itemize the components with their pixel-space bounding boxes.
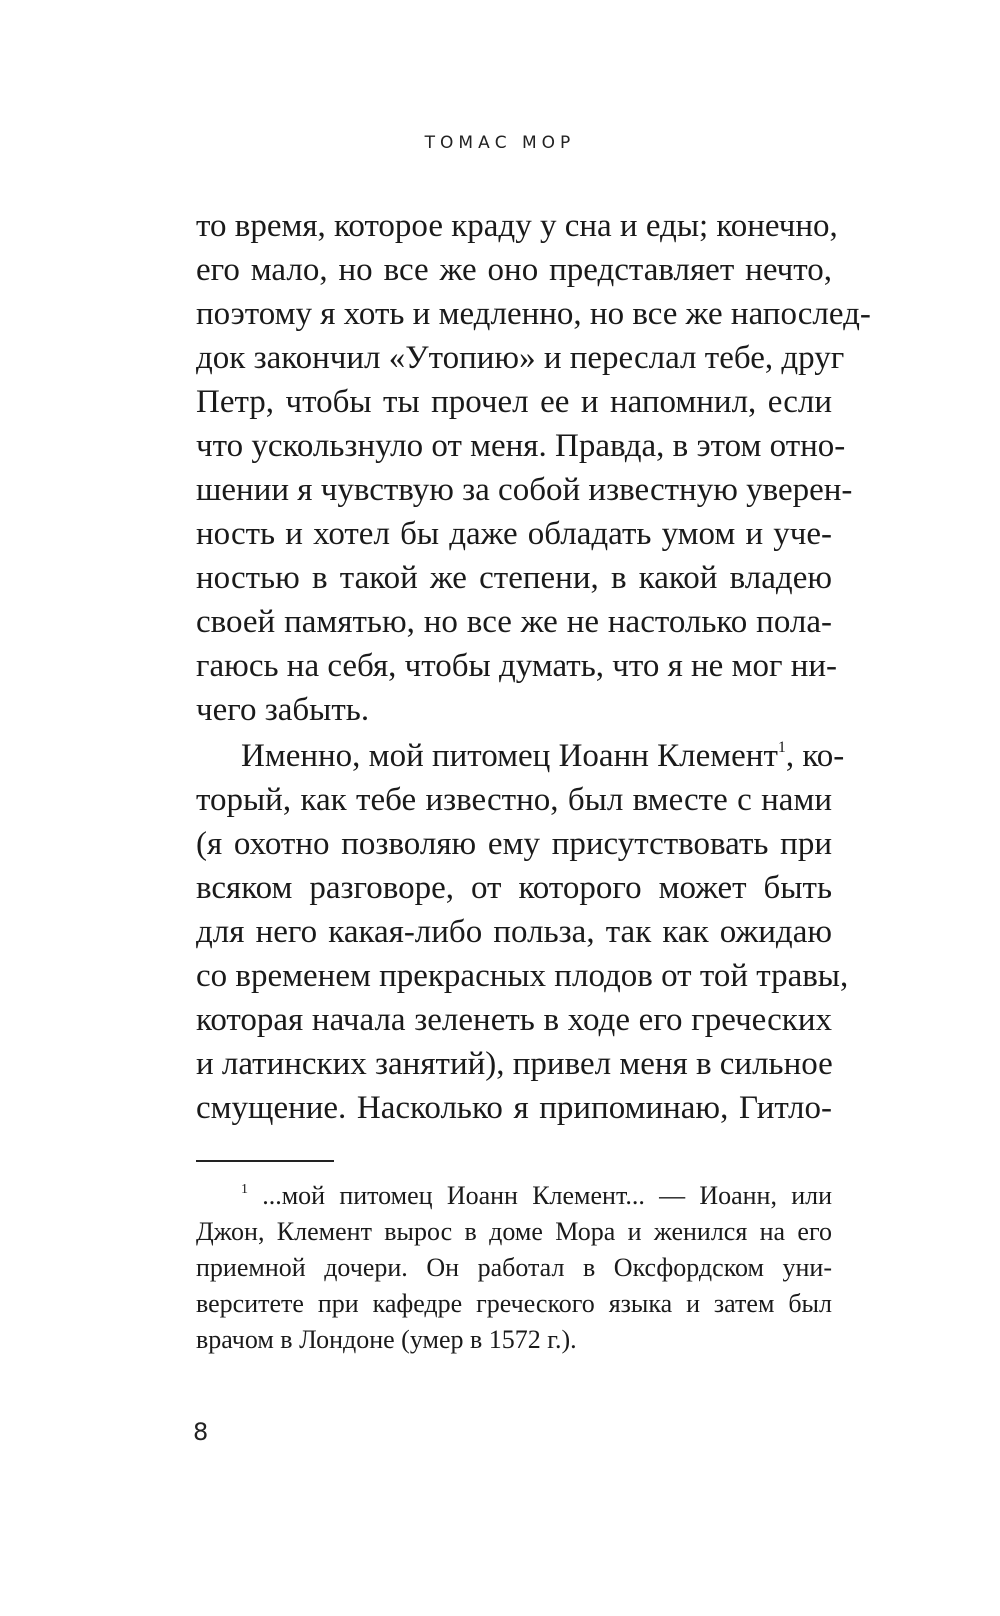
footnote-line: врачом в Лондоне (умер в 1572 г.).: [196, 1325, 577, 1354]
paragraph-text: , ко-: [785, 738, 845, 774]
paragraph-line: и латинских занятий), привел меня в сильное: [196, 1046, 833, 1082]
paragraph-line: своей памятью, но все же не настолько пола-: [196, 604, 832, 640]
footnote-line: Джон, Клемент вырос в доме Мора и женился на его: [196, 1217, 832, 1246]
page-number: 8: [193, 1418, 209, 1446]
paragraph-line: док закончил «Утопию» и переслал тебе, друг: [196, 340, 845, 376]
paragraph-line: что ускользнуло от меня. Правда, в этом отно-: [196, 428, 846, 464]
paragraph-line: ность и хотел бы даже обладать умом и уче-: [196, 516, 832, 552]
paragraph-text: Именно, мой питомец Иоанн Клемент: [241, 738, 778, 774]
paragraph-line: гаюсь на себя, чтобы думать, что я не мог ни-: [196, 648, 838, 684]
footnote-reference: 1: [777, 739, 786, 756]
running-head: ТОМАС МОР: [424, 133, 576, 153]
paragraph-line: то время, которое краду у сна и еды; конечно,: [196, 208, 838, 244]
footnote-first-line: [241, 1178, 832, 1214]
paragraph-line: которая начала зеленеть в ходе его греческих: [196, 1002, 832, 1038]
paragraph-line: (я охотно позволяю ему присутствовать при: [196, 826, 832, 862]
paragraph-line: всяком разговоре, от которого может быть: [196, 870, 832, 906]
paragraph-line: смущение. Насколько я припоминаю, Гитло-: [196, 1090, 832, 1126]
footnote-line: приемной дочери. Он работал в Оксфордском уни-: [196, 1253, 832, 1282]
paragraph-line: торый, как тебе известно, был вместе с нами: [196, 782, 832, 818]
paragraph-line: для него какая-либо польза, так как ожидаю: [196, 914, 832, 950]
paragraph-line: поэтому я хоть и медленно, но все же напослед-: [196, 296, 871, 332]
paragraph-line: со временем прекрасных плодов от той травы,: [196, 958, 849, 994]
paragraph-first-line: [241, 736, 845, 776]
paragraph-line: Петр, чтобы ты прочел ее и напомнил, если: [196, 384, 832, 420]
paragraph-line: чего забыть.: [196, 692, 370, 728]
footnote-text: ...мой питомец Иоанн Клемент... — Иоанн, или: [248, 1181, 832, 1210]
paragraph-line: его мало, но все же оно представляет нечто,: [196, 252, 832, 288]
footnote-line: верситете при кафедре греческого языка и затем был: [196, 1289, 832, 1318]
paragraph-line: ностью в такой же степени, в какой владею: [196, 560, 832, 596]
paragraph-line: шении я чувствую за собой известную уверен-: [196, 472, 853, 508]
footnote-divider: [196, 1160, 334, 1162]
footnote-marker: 1: [241, 1182, 248, 1197]
